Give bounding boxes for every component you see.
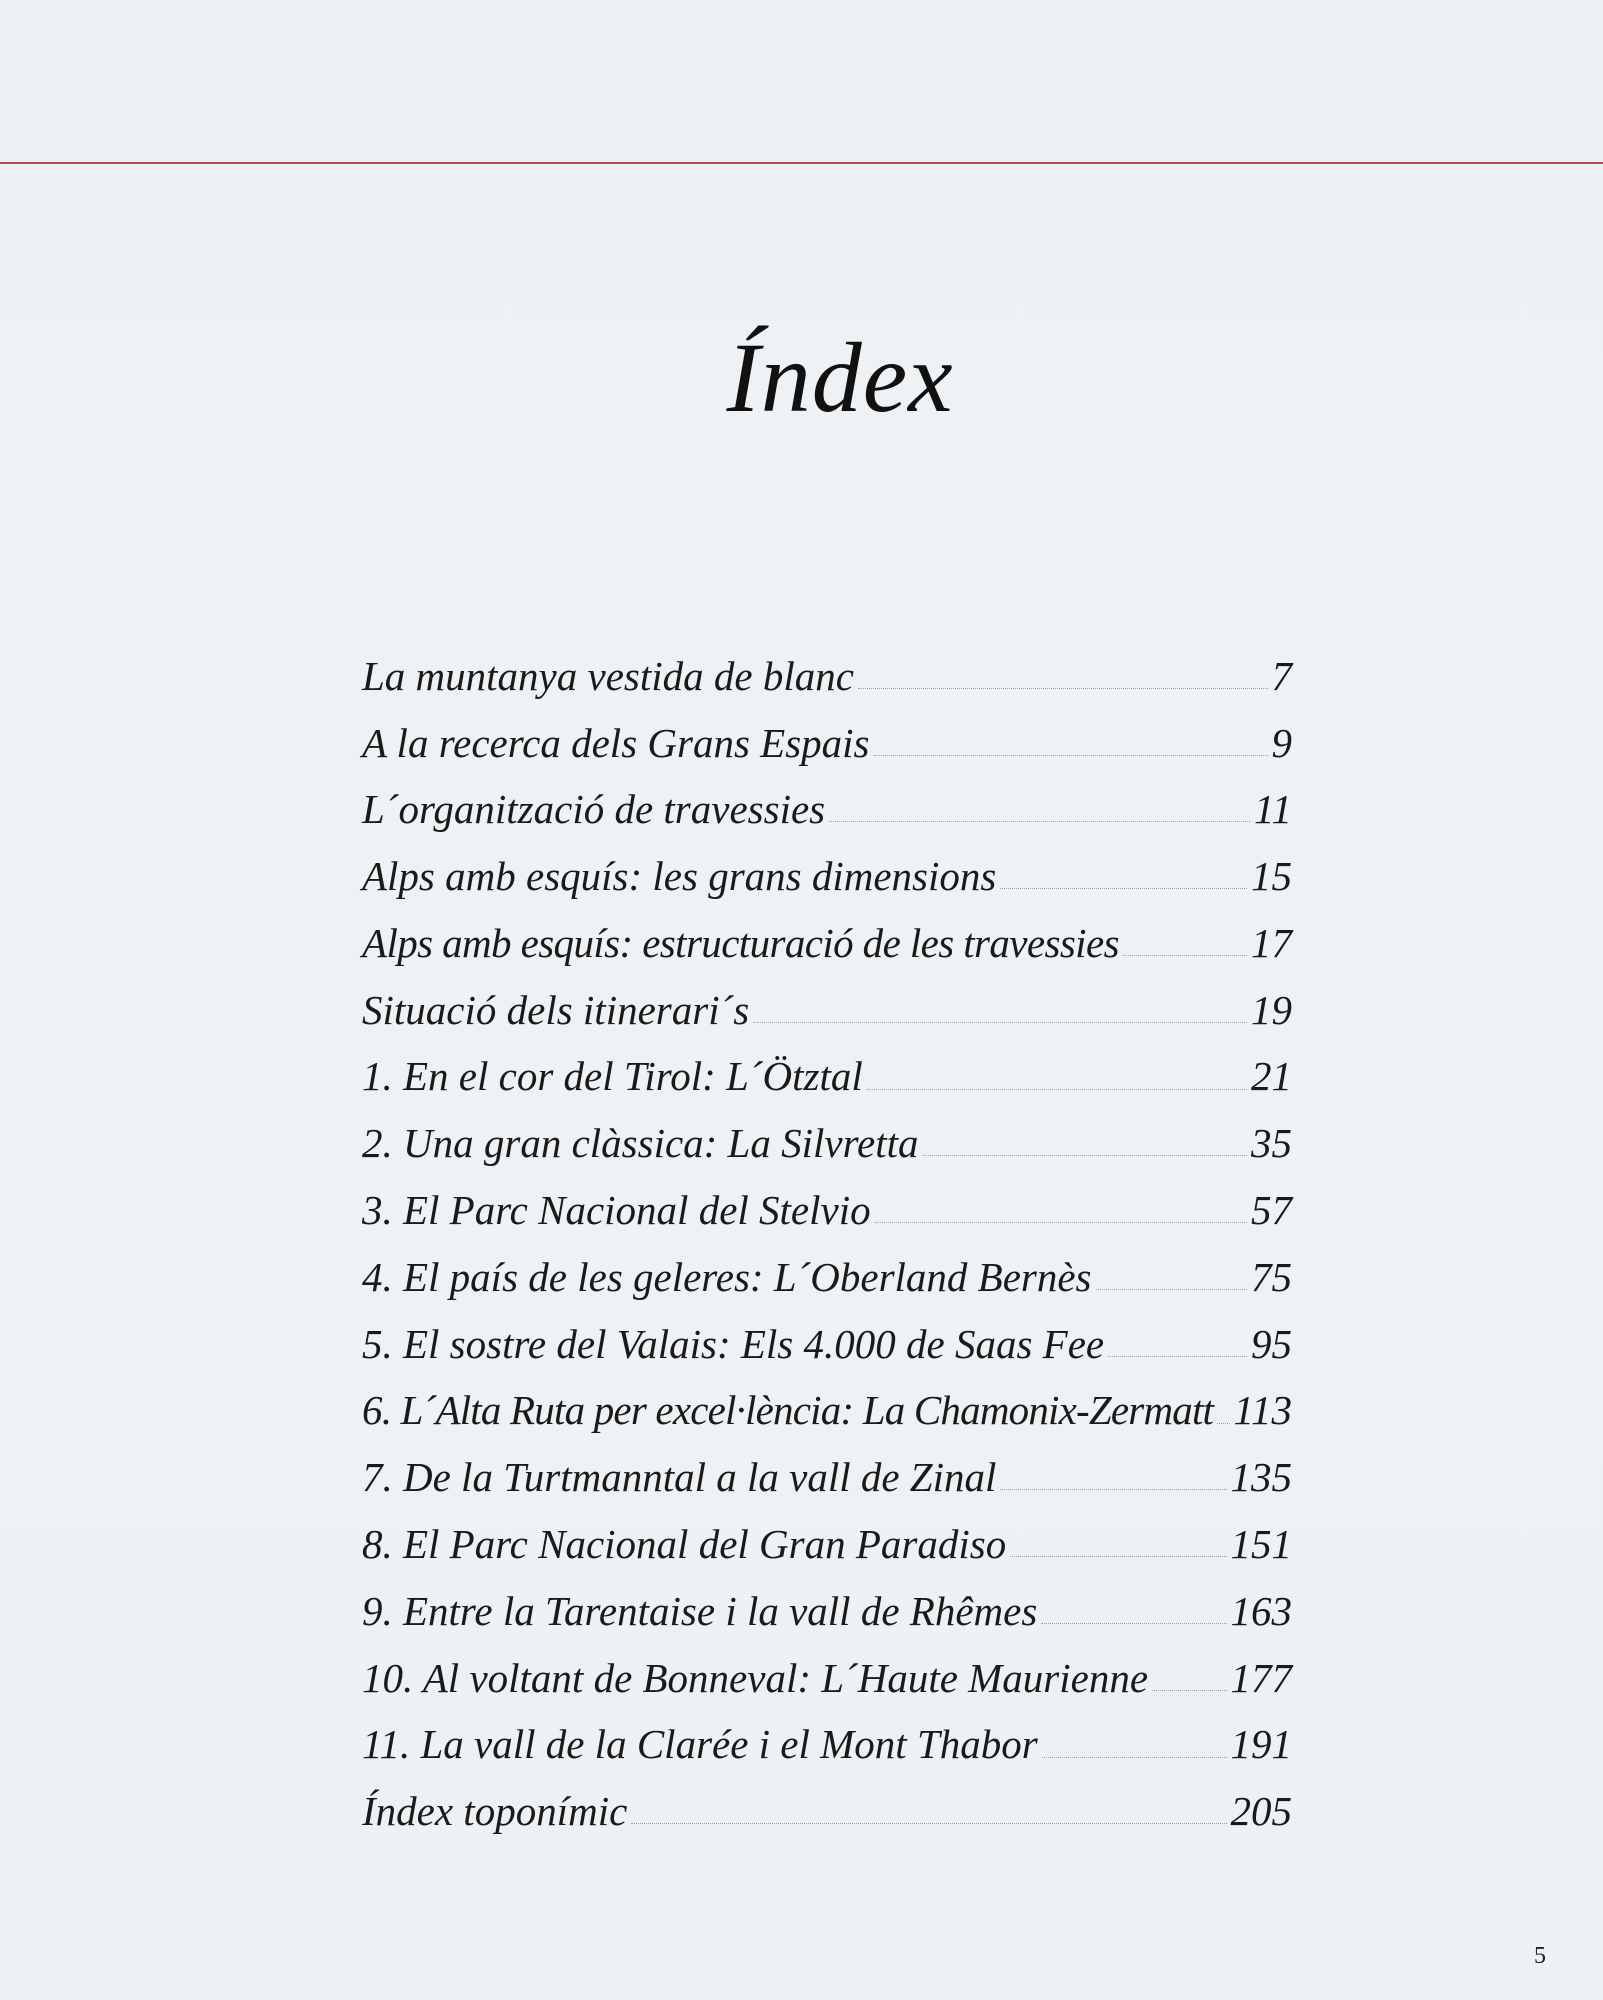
dot-leader [1041,1623,1226,1624]
toc-entry-page: 17 [1251,919,1292,966]
toc-entry-page: 11 [1254,786,1292,833]
toc-entry-title: Alps amb esquís: les grans dimensions [362,853,997,900]
toc-entry-page: 35 [1251,1120,1292,1167]
toc-entry[interactable] [362,1768,1292,1835]
dot-leader [858,688,1268,689]
toc-entry-title: 4. El país de les geleres: L´Oberland Bernès [362,1253,1092,1300]
toc-entry[interactable] [362,899,1292,966]
toc-entry-page: 205 [1230,1788,1292,1835]
toc-entry[interactable] [362,966,1292,1033]
toc-entry[interactable] [362,1500,1292,1567]
toc-entry[interactable] [362,766,1292,833]
page-number: 5 [1534,1943,1546,1969]
toc-entry[interactable] [362,1233,1292,1300]
toc-entry-title: 1. En el cor del Tirol: L´Ötztal [362,1053,863,1100]
dot-leader [1108,1356,1247,1357]
dot-leader [1042,1757,1227,1758]
dot-leader [867,1089,1247,1090]
dot-leader [875,1222,1247,1223]
dot-leader [1217,1423,1229,1424]
toc-entry-title: 5. El sostre del Valais: Els 4.000 de Saas Fee [362,1320,1105,1367]
toc-entry-title: 2. Una gran clàssica: La Silvretta [362,1120,919,1167]
dot-leader [1000,1489,1226,1490]
dot-leader [1000,888,1247,889]
toc-entry-title: 9. Entre la Tarentaise i la vall de Rhêmes [362,1587,1038,1634]
top-rule [0,162,1603,164]
toc-entry-title: Situació dels itinerari´s [362,986,750,1033]
toc-entry-page: 177 [1230,1654,1292,1701]
toc-entry-page: 191 [1230,1721,1292,1768]
toc-entry[interactable] [362,1100,1292,1167]
toc-entry[interactable] [362,1367,1292,1434]
toc-entry-title: A la recerca dels Grans Espais [362,719,870,766]
toc-entry[interactable] [362,1434,1292,1501]
toc-entry-page: 95 [1251,1320,1292,1367]
toc-entry-title: L´organització de travessies [362,786,826,833]
toc-entry-title: 10. Al voltant de Bonneval: L´Haute Maurienne [362,1654,1149,1701]
toc-entry-page: 7 [1271,652,1292,699]
toc-entry-title: 3. El Parc Nacional del Stelvio [362,1187,871,1234]
toc-entry-page: 57 [1251,1187,1292,1234]
toc-entry-title: 11. La vall de la Clarée i el Mont Thabor [362,1721,1038,1768]
table-of-contents [362,632,1292,1834]
toc-entry-page: 163 [1230,1587,1292,1634]
toc-entry[interactable] [362,632,1292,699]
toc-entry[interactable] [362,699,1292,766]
dot-leader [753,1022,1247,1023]
dot-leader [923,1155,1247,1156]
toc-entry[interactable] [362,1300,1292,1367]
toc-entry-title: 8. El Parc Nacional del Gran Paradiso [362,1521,1007,1568]
dot-leader [1096,1289,1247,1290]
toc-entry[interactable] [362,1701,1292,1768]
dot-leader [631,1823,1226,1824]
toc-entry[interactable] [362,1634,1292,1701]
toc-entry-title: La muntanya vestida de blanc [362,652,854,699]
toc-entry-page: 75 [1251,1253,1292,1300]
toc-entry[interactable] [362,1567,1292,1634]
dot-leader [1010,1556,1226,1557]
toc-entry-title: Alps amb esquís: estructuració de les travessies [362,919,1119,966]
toc-entry-title: 6. L´Alta Ruta per excel·lència: La Chamonix-Zermatt [362,1387,1214,1434]
toc-entry-page: 135 [1230,1454,1292,1501]
toc-entry[interactable] [362,832,1292,899]
toc-entry-page: 21 [1251,1053,1292,1100]
toc-entry-page: 19 [1251,986,1292,1033]
dot-leader [1152,1690,1226,1691]
toc-entry[interactable] [362,1166,1292,1233]
dot-leader [1123,955,1247,956]
dot-leader [829,821,1250,822]
toc-entry-title: Índex toponímic [362,1788,628,1835]
toc-entry-page: 9 [1271,719,1292,766]
toc-entry-page: 15 [1251,853,1292,900]
toc-entry-title: 7. De la Turtmanntal a la vall de Zinal [362,1454,997,1501]
toc-entry-page: 151 [1230,1521,1292,1568]
dot-leader [874,755,1268,756]
page-title: Índex [726,322,954,433]
toc-entry-page: 113 [1233,1387,1292,1434]
toc-entry[interactable] [362,1033,1292,1100]
